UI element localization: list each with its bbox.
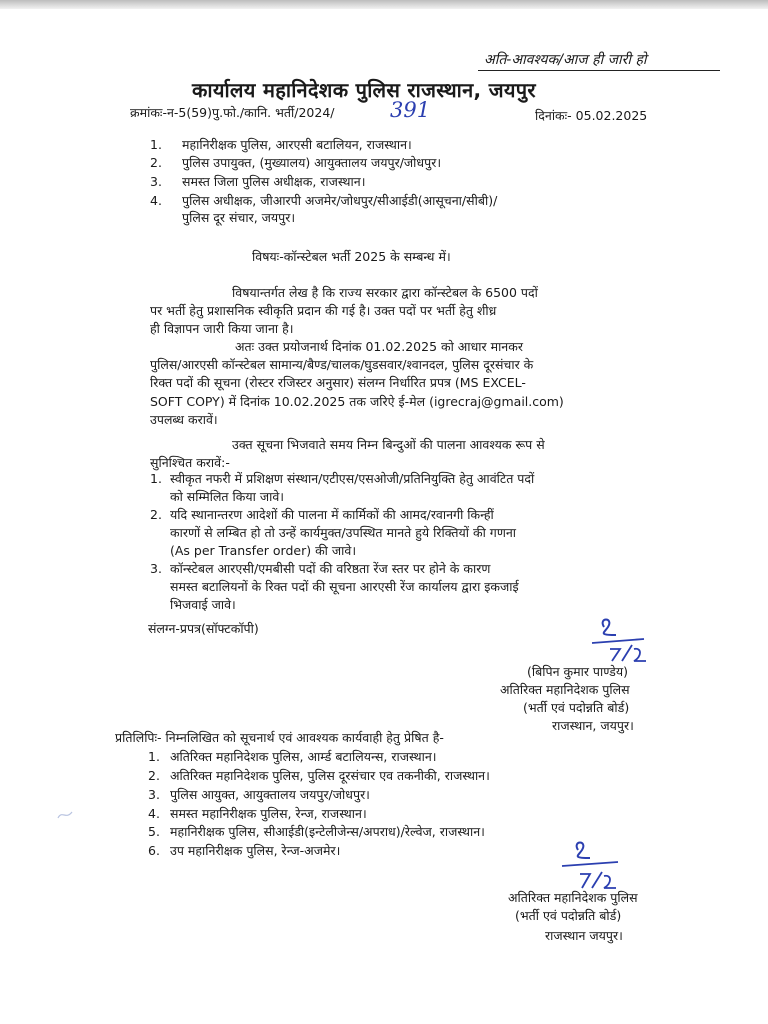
body-line: ही विज्ञापन जारी किया जाना है। <box>150 321 294 336</box>
copy-item: उप महानिरीक्षक पुलिस, रेन्ज-अजमेर। <box>170 843 341 858</box>
copy-item: पुलिस आयुक्त, आयुक्तालय जयपुर/जोधपुर। <box>170 787 370 802</box>
recipient-number: 3. <box>150 174 162 189</box>
point-line: स्वीकृत नफरी में प्रशिक्षण संस्थान/एटीएस/एसओजी/प्रतिनियुक्ति हेतु आवंटित पदों <box>170 471 535 486</box>
handwritten-signature-1 <box>582 615 662 665</box>
copy-number: 1. <box>148 749 160 764</box>
reference-number-handwritten: 391 <box>390 98 431 122</box>
recipient-line: समस्त जिला पुलिस अधीक्षक, राजस्थान। <box>182 174 366 189</box>
point-number: 1. <box>150 471 162 486</box>
point-line: भिजवाई जावे। <box>170 597 236 612</box>
recipient-line: पुलिस अधीक्षक, जीआरपी अजमेर/जोधपुर/सीआईडी(आसूचना/सीबी)/ <box>182 193 498 208</box>
body-line: विषयान्तर्गत लेख है कि राज्य सरकार द्वारा कॉन्स्टेबल के 6500 पदों <box>232 285 538 300</box>
copy-number: 6. <box>148 843 160 858</box>
signatory-name: (बिपिन कुमार पाण्डेय) <box>527 664 628 679</box>
recipient-number: 2. <box>150 155 162 170</box>
recipient-number: 4. <box>150 193 162 208</box>
point-number: 2. <box>150 507 162 522</box>
copy-number: 4. <box>148 806 160 821</box>
point-line: (As per Transfer order) की जावे। <box>170 543 357 558</box>
enclosure-note: संलग्न-प्रपत्र(सॉफ्टकॉपी) <box>148 621 259 636</box>
recipient-number: 1. <box>150 137 162 152</box>
copy-signatory-location: राजस्थान जयपुर। <box>545 928 623 943</box>
body-line: SOFT COPY) में दिनांक 10.02.2025 तक जरिऐ ई-मेल (igrecraj@gmail.com) <box>150 394 564 409</box>
copy-number: 2. <box>148 768 160 783</box>
copy-to-label: प्रतिलिपिः- निम्नलिखित को सूचनार्थ एवं आवश्यक कार्यवाही हेतु प्रेषित है- <box>115 730 444 745</box>
point-line: को सम्मिलित किया जावे। <box>170 489 285 504</box>
recipient-line: पुलिस उपायुक्त, (मुख्यालय) आयुक्तालय जयपुर/जोधपुर। <box>182 155 442 170</box>
body-line: पुलिस/आरएसी कॉन्स्टेबल सामान्य/बैण्ड/चालक/घुडसवार/श्वानदल, पुलिस दूरसंचार के <box>150 357 534 372</box>
point-line: समस्त बटालियनों के रिक्त पदों की सूचना आरएसी रेंज कार्यालय द्वारा इकजाई <box>170 579 519 594</box>
recipient-line: महानिरीक्षक पुलिस, आरएसी बटालियन, राजस्थान। <box>182 137 412 152</box>
copy-item: अतिरिक्त महानिदेशक पुलिस, आर्म्ड बटालियन्स, राजस्थान। <box>170 749 437 764</box>
urgency-underline <box>478 70 720 71</box>
copy-item: अतिरिक्त महानिदेशक पुलिस, पुलिस दूरसंचार एव तकनीकी, राजस्थान। <box>170 768 490 783</box>
copy-item: महानिरीक्षक पुलिस, सीआईडी(इन्टेलीजेन्स/अपराध)/रेल्वेज, राजस्थान। <box>170 824 485 839</box>
reference-label: क्रमांकः-न-5(59)पु.फो./कानि. भर्ती/2024/ <box>130 105 335 120</box>
copy-signatory-board: (भर्ती एवं पदोन्नति बोर्ड) <box>515 908 622 923</box>
point-number: 3. <box>150 561 162 576</box>
copy-number: 5. <box>148 824 160 839</box>
point-line: कारणों से लम्बित हो तो उन्हें कार्यमुक्त/उपस्थित मानते हुये रिक्तियों की गणना <box>170 525 517 540</box>
point-line: यदि स्थानान्तरण आदेशों की पालना में कार्मिकों की आमद/रवानगी किन्हीं <box>170 507 494 522</box>
body-line: सुनिश्चित करावें:- <box>150 455 230 470</box>
point-line: कॉन्स्टेबल आरएसी/एमबीसी पदों की वरिष्ठता रेंज स्तर पर होने के कारण <box>170 561 491 576</box>
scan-mark <box>56 808 76 822</box>
body-line: रिक्त पदों की सूचना (रोस्टर रजिस्टर अनुसार) संलग्न निर्धारित प्रपत्र (MS EXCEL- <box>150 375 526 390</box>
letter-date: दिनांकः- 05.02.2025 <box>535 108 648 123</box>
body-line: पर भर्ती हेतु प्रशासनिक स्वीकृति प्रदान की गई है। उक्त पदों पर भर्ती हेतु शीध्र <box>150 303 497 318</box>
signatory-designation: अतिरिक्त महानिदेशक पुलिस <box>500 682 630 697</box>
office-title: कार्यालय महानिदेशक पुलिस राजस्थान, जयपुर <box>192 78 536 102</box>
copy-item: समस्त महानिरीक्षक पुलिस, रेन्ज, राजस्थान। <box>170 806 367 821</box>
signatory-location: राजस्थान, जयपुर। <box>552 718 634 733</box>
subject-line: विषयः-कॉन्स्टेबल भर्ती 2025 के सम्बन्ध में। <box>252 249 451 264</box>
signatory-board: (भर्ती एवं पदोन्नति बोर्ड) <box>523 700 630 715</box>
copy-signatory-designation: अतिरिक्त महानिदेशक पुलिस <box>508 890 638 905</box>
urgency-note: अति-आवश्यक/आज ही जारी हो <box>484 52 647 68</box>
recipient-line: पुलिस दूर संचार, जयपुर। <box>182 210 296 225</box>
scan-edge <box>0 0 768 9</box>
body-line: उपलब्ध करावें। <box>150 412 218 427</box>
body-line: अतः उक्त प्रयोजनार्थ दिनांक 01.02.2025 को आधार मानकर <box>235 339 523 354</box>
body-line: उक्त सूचना भिजवाते समय निम्न बिन्दुओं की पालना आवश्यक रूप से <box>232 437 545 452</box>
copy-number: 3. <box>148 787 160 802</box>
